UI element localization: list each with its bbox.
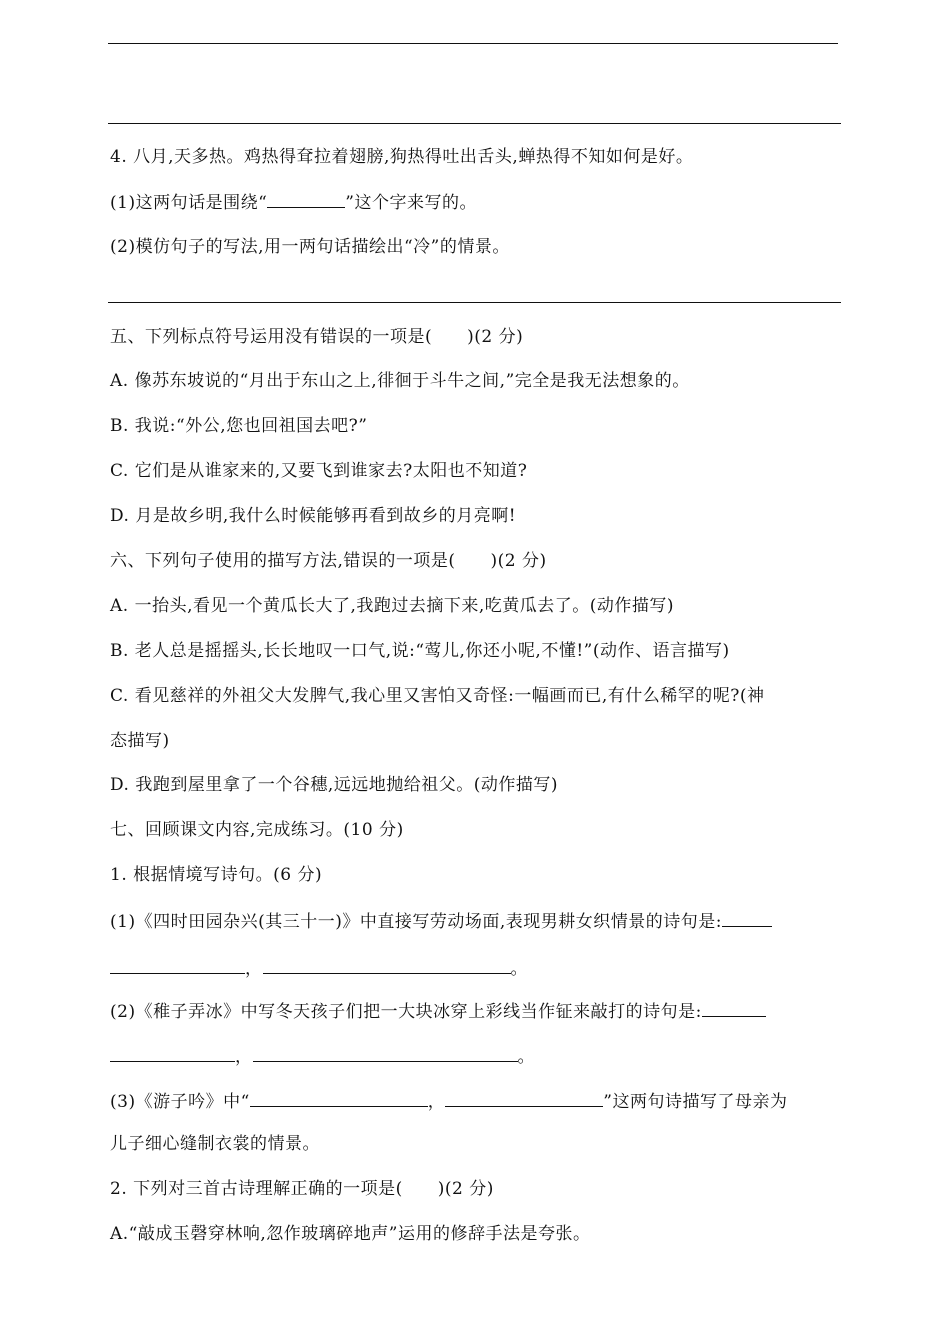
s5-option-b: B. 我说:“外公,您也回祖国去吧?” [110,416,368,436]
p2-blank-c[interactable] [253,1043,518,1062]
s7-p3-pre: (3)《游子吟》中“ [110,1092,250,1112]
q4-sub2: (2)模仿句子的写法,用一两句话描绘出“冷”的情景。 [110,237,510,257]
s5-option-d: D. 月是故乡明,我什么时候能够再看到故乡的月亮啊! [110,506,517,526]
comma: ， [235,1047,253,1067]
s5-title: 五、下列标点符号运用没有错误的一项是( )(2 分) [110,327,524,347]
period: 。 [510,959,528,979]
s7-p2-text: (2)《稚子弄冰》中写冬天孩子们把一大块冰穿上彩线当作钲来敲打的诗句是: [110,1002,702,1022]
comma: ， [245,959,263,979]
answer-line-2 [108,123,841,124]
p3-blank-b[interactable] [445,1088,603,1107]
s7-p2-cont [110,1043,535,1069]
s7-q2: 2. 下列对三首古诗理解正确的一项是( )(2 分) [110,1179,494,1199]
s7-q1: 1. 根据情境写诗句。(6 分) [110,865,323,885]
period: 。 [517,1047,535,1067]
s6-option-d: D. 我跑到屋里拿了一个谷穗,远远地抛给祖父。(动作描写) [110,775,558,795]
p1-blank-a[interactable] [722,908,772,927]
s6-option-a: A. 一抬头,看见一个黄瓜长大了,我跑过去摘下来,吃黄瓜去了。(动作描写) [110,596,675,616]
s7-p3-cont: 儿子细心缝制衣裳的情景。 [110,1134,320,1154]
p2-blank-a[interactable] [702,998,766,1017]
p1-blank-b[interactable] [110,955,245,974]
s7-p3-post: ”这两句诗描写了母亲为 [603,1092,788,1112]
q4-sub1 [110,189,477,215]
s5-option-a: A. 像苏东坡说的“月出于东山之上,徘徊于斗牛之间,”完全是我无法想象的。 [110,371,690,391]
s7-p1-text: (1)《四时田园杂兴(其三十一)》中直接写劳动场面,表现男耕女织情景的诗句是: [110,912,722,932]
s7-p1-cont [110,955,528,981]
s7-title: 七、回顾课文内容,完成练习。(10 分) [110,820,404,840]
s6-option-c: C. 看见慈祥的外祖父大发脾气,我心里又害怕又奇怪:一幅画而已,有什么稀罕的呢?(神 [110,686,765,706]
s7-q2-option-a: A.“敲成玉磬穿林响,忽作玻璃碎地声”运用的修辞手法是夸张。 [110,1224,591,1244]
q4-stem: 4. 八月,天多热。鸡热得耷拉着翅膀,狗热得吐出舌头,蝉热得不知如何是好。 [110,147,694,167]
p1-blank-c[interactable] [263,955,511,974]
q4-blank[interactable] [267,189,345,208]
s7-p1 [110,908,772,934]
s5-option-c: C. 它们是从谁家来的,又要飞到谁家去?太阳也不知道? [110,461,528,481]
s7-p3 [110,1088,787,1114]
q4-sub1-post: ”这个字来写的。 [345,193,477,213]
s6-option-c-cont: 态描写) [110,731,170,751]
s6-option-b: B. 老人总是摇摇头,长长地叹一口气,说:“莺儿,你还小呢,不懂!”(动作、语言描写) [110,641,730,661]
q4-sub1-pre: (1)这两句话是围绕“ [110,193,268,213]
s6-title: 六、下列句子使用的描写方法,错误的一项是( )(2 分) [110,551,547,571]
s7-p2 [110,998,766,1024]
answer-line-3 [108,302,841,303]
p2-blank-b[interactable] [110,1043,235,1062]
p3-blank-a[interactable] [250,1088,428,1107]
answer-line-top [108,43,838,44]
comma: ， [427,1092,446,1112]
